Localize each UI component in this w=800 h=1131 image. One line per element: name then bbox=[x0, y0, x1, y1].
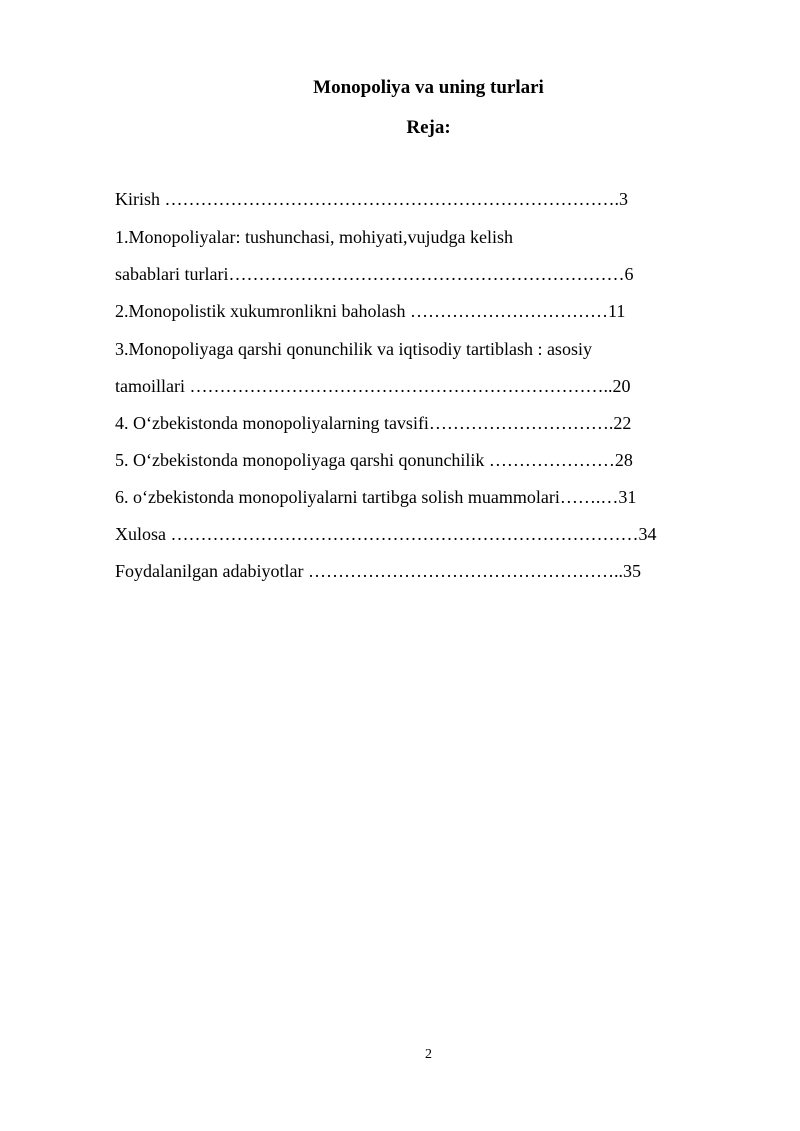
toc-line: 5. O‘zbekistonda monopoliyaga qarshi qonunchilik …………………28 bbox=[115, 450, 633, 470]
page-number: 2 bbox=[425, 1047, 432, 1062]
toc-line: 3.Monopoliyaga qarshi qonunchilik va iqtisodiy tartiblash : asosiy bbox=[115, 339, 592, 359]
toc-line: 1.Monopoliyalar: tushunchasi, mohiyati,vujudga kelish bbox=[115, 227, 513, 247]
toc-line: tamoillari ……………………………………………………………..20 bbox=[115, 376, 631, 396]
toc-line: Foydalanilgan adabiyotlar ……………………………………………..35 bbox=[115, 561, 641, 581]
document-subtitle: Reja: bbox=[406, 117, 451, 138]
toc-line: Xulosa ……………………………………………………………………34 bbox=[115, 524, 657, 544]
toc-line: 6. o‘zbekistonda monopoliyalarni tartibga solish muammolari…….…31 bbox=[115, 487, 637, 507]
toc-line: 4. O‘zbekistonda monopoliyalarning tavsifi………………………….22 bbox=[115, 413, 632, 433]
toc-line: Kirish ………………………………………………………………….3 bbox=[115, 189, 628, 209]
toc-line: 2.Monopolistik xukumronlikni baholash ……………………………11 bbox=[115, 301, 626, 321]
toc-line: sabablari turlari…………………………………………………………6 bbox=[115, 264, 634, 284]
document-title: Monopoliya va uning turlari bbox=[313, 77, 544, 98]
